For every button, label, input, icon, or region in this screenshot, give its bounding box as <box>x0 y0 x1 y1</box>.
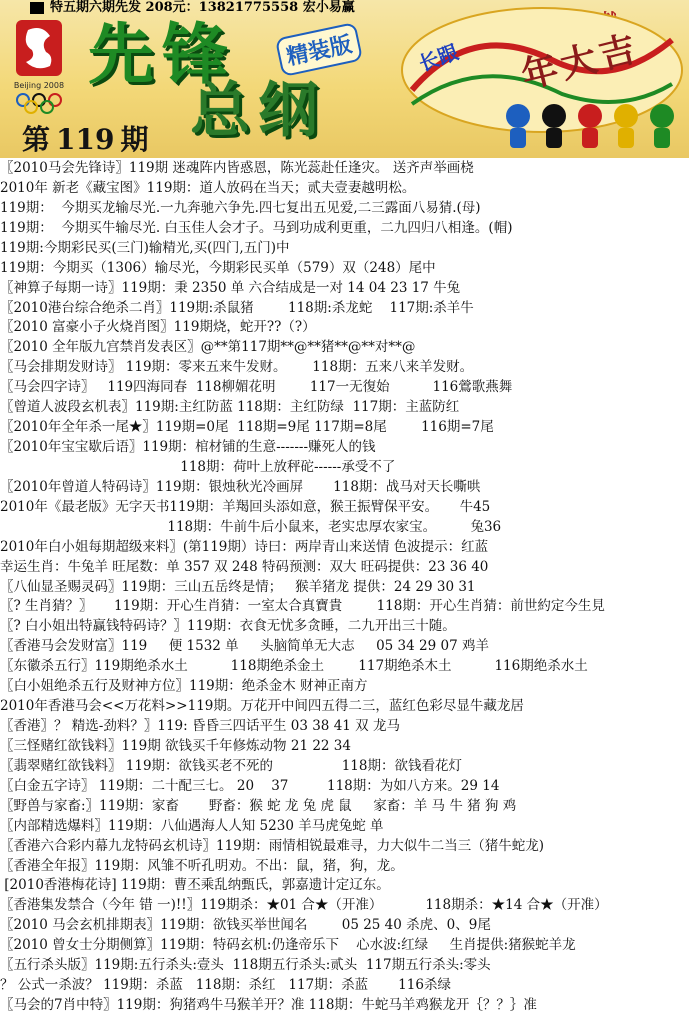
list-item: 〖内部精选爆料〗119期：八仙遇海人人知 5230 羊马虎兔蛇 单 <box>0 817 384 834</box>
ribbon-label-main: 年大吉 <box>517 28 644 97</box>
issue-prefix: 第 <box>22 123 51 156</box>
edition-badge: 精装版 <box>275 22 363 77</box>
list-item: 〖2010港台综合绝杀二肖〗119期:杀鼠猪 118期:杀龙蛇 117期:杀羊牛 <box>0 299 474 316</box>
list-item: 〖香港集发禁合（今年 错 一)!!〗119期杀：★01 合★（开准） 118期杀：★14 合★（开准） <box>0 897 608 914</box>
list-item: 2010年香港马会<<万花料>>119期。万花开中间四五得二三，蓝红色彩尽显牛藏龙居 <box>0 698 524 715</box>
list-item: 119期： 今期买牛输尽光. 白玉佳人会才子。马到功成利更重，二九四归八相逢。(帽) <box>0 219 513 236</box>
list-item: 〖2010年宝宝歇后语〗119期：棺材铺的生意-------赚死人的钱 <box>0 439 376 456</box>
list-item: 119期： 今期买龙输尽光.一九奔驰六争先.四七复出五见爱,二三露面八易猜.(母) <box>0 199 481 216</box>
issue-number: 119 <box>56 123 115 156</box>
beijing-text: Beijing 2008 <box>13 81 65 90</box>
list-item: 〖马会排期发财诗〗 119期：零来五来牛发财。 118期：五来八来羊发财。 <box>0 359 474 376</box>
list-item: 118期：荷叶上放秤砣------承受不了 <box>0 458 396 475</box>
list-item: 2010年 新老《藏宝图》119期：道人放码在当天；贰夫壹妻越明松。 <box>0 179 416 196</box>
list-item: 119期:今期彩民买(三门)输精光,买(四门,五门)中 <box>0 239 290 256</box>
list-item: 〖2010 曾女士分期侧算〗119期：特码玄机:仍逢帝乐下 心水波:红绿 生肖提供:猪猴蛇羊龙 <box>0 937 576 954</box>
ribbon-label-left: 长跟 <box>415 39 462 77</box>
list-item: 〖? 白小姐出特赢钱特码诗？〗119期：衣食无忧多贪睡，二九开出三十随。 <box>0 618 456 635</box>
list-item: 〖神算子每期一诗〗119期：秉 2350 单 六合结成是一对 14 04 23 17 牛兔 <box>0 279 461 296</box>
list-item: 〖2010年全年杀一尾★〗119期=0尾 118期=9尾 117期=8尾 116期=7尾 <box>0 419 494 436</box>
beijing-2008-emblem-icon <box>10 16 68 120</box>
list-item: 〖曾道人波段玄机表〗119期:主红防蓝 118期：主红防绿 117期：主蓝防红 <box>0 399 460 416</box>
list-item: 〖五行杀头版〗119期:五行杀头:壹头 118期五行杀头:贰头 117期五行杀头:零头 <box>0 957 491 974</box>
list-item: 〖白小姐绝杀五行及财神方位〗119期：绝杀金木 财神正南方 <box>0 678 368 695</box>
banner-title-main: 先锋 <box>88 16 236 93</box>
list-item: 〖2010 全年版九宫禁肖发表区〗@**第117期**@**猪**@**对**@ <box>0 339 416 356</box>
banner-title-sub: 总纲 <box>190 76 326 146</box>
list-item: 〖东徽杀五行〗119期绝杀水土 118期绝杀金土 117期绝杀木土 116期绝杀水土 <box>0 658 588 675</box>
list-item: 〖马会的7肖中特〗119期：狗猪鸡牛马猴羊开？准 118期：牛蛇马羊鸡猴龙开｛？？｝准 <box>0 997 537 1014</box>
list-item: 〖三怪赌红欲钱料〗119期 欲钱买千年修炼动物 21 22 34 <box>0 737 351 754</box>
list-item: 〖2010 马会玄机排期表〗119期：欲钱买举世闻名 05 25 40 杀虎、0、9尾 <box>0 917 491 934</box>
list-item: 〖香港全年报〗119期：风雏不听孔明劝。不出：鼠，猪，狗，龙。 <box>0 857 404 874</box>
list-item: 〖? 生肖猜？〗 119期：开心生肖猜：一室太合真寶貴 118期：开心生肖猜：前世約定今生見 <box>0 598 605 615</box>
list-item: 〖野兽与家畜:〗119期：家畜 野畜：猴 蛇 龙 兔 虎 鼠 家畜：羊 马 牛 猪 狗 鸡 <box>0 797 517 814</box>
list-item: 119期：今期买（1306）输尽光，今期彩民买单（579）双（248）尾中 <box>0 259 436 276</box>
list-item: 〖2010马会先锋诗〗119期 迷魂阵内皆惑恩，陈光蕊赴任逢灾。 送齐声举画桡 <box>0 160 474 176</box>
list-item: [2010香港梅花诗] 119期：曹丕乘乱纳甄氏，郭嘉遗计定辽东。 <box>0 877 390 894</box>
list-item: 〖八仙显圣赐灵码〗119期：三山五岳终是情； 猴羊猪龙 提供：24 29 30 31 <box>0 578 476 595</box>
list-item: 〖香港六合彩内幕九龙特码玄机诗〗119期：雨情相锐最难寻，力大似牛二当三（猪牛蛇龙) <box>0 837 545 854</box>
list-item: 2010年白小姐每期超级来料〗(第119期）诗曰：两岸青山来送情 色波提示：红蓝 <box>0 538 489 555</box>
list-item: 〖白金五字诗〗 119期：二十配三七。 20 37 118期：为如八方来。29 14 <box>0 777 500 794</box>
issue-label <box>22 118 149 156</box>
list-item: 118期：牛前牛后小鼠来，老实忠厚农家宝。 兔36 <box>0 518 502 535</box>
list-item: 〖马会四字诗〗 119四海同春 118柳媚花明 117一无復始 116鶯歌燕舞 <box>0 379 513 396</box>
list-item: 〖2010 富豪小子火烧肖图〗119期烧，蛇开??（?） <box>0 319 316 336</box>
contact-text: 特五期六期先发 208元：13821775558 宏小易赢 <box>50 0 355 15</box>
list-item: 幸运生肖：牛兔羊 旺尾数：单 357 双 248 特码预测：双大 旺码提供：23 36 40 <box>0 558 489 575</box>
list-item: 〖香港马会发财富〗119 便 1532 单 头脑简单无大志 05 34 29 07 鸡羊 <box>0 638 489 655</box>
header-banner <box>0 0 689 158</box>
list-item: 〖2010年曾道人特码诗〗119期：银烛秋光冷画屏 118期：战马对天长嘶哄 <box>0 478 481 495</box>
list-item: 〖香港〗？ 精选-劲料？〗119: 昏昏三四话平生 03 38 41 双 龙马 <box>0 718 400 735</box>
list-item: ？ 公式一杀波？ 119期：杀蓝 118期：杀红 117期：杀蓝 116杀绿 <box>0 977 451 994</box>
mascots-icon <box>500 96 680 152</box>
list-item: 2010年《最老版》无字天书119期：羊羯回头添如意，猴王振臂保平安。 牛45 <box>0 498 491 515</box>
issue-suffix: 期 <box>120 123 149 156</box>
list-item: 〖翡翠赌红欲钱料〗 119期：欲钱买老不死的 118期：欲钱看花灯 <box>0 757 462 774</box>
black-block-icon <box>30 2 44 14</box>
